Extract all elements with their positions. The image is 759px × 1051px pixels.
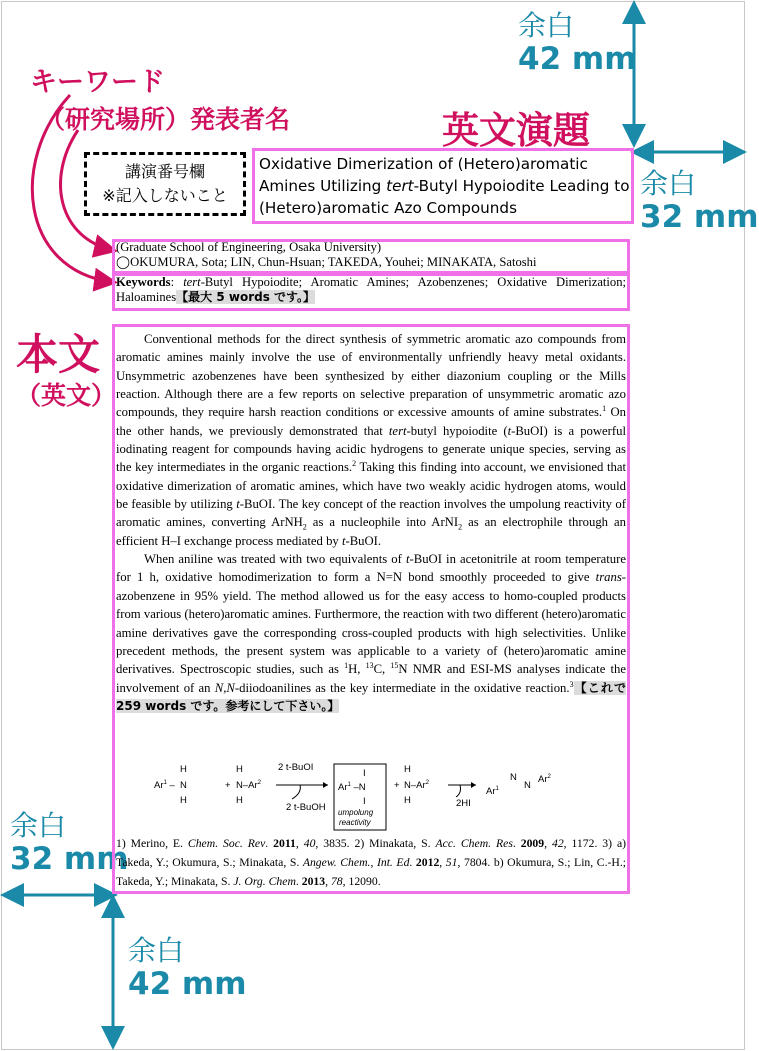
margin-bottom-label: 余白 42 mm — [128, 934, 247, 1003]
svg-text:I: I — [363, 796, 366, 807]
affiliation: (Graduate School of Engineering, Osaka University) — [116, 240, 382, 254]
references: 1) Merino, E. Chem. Soc. Rev. 2011, 40, 3835. 2) Minakata, S. Acc. Chem. Res. 2009, 42, 1172. 3) a) Takeda, Y.; Okumura, S.; Minakata, S. Angew. Chem., Int. Ed. 2012, 51, 7804. b) Okumura, S.; Lin, C.-H.; Takeda, Y.; Minakata, S. J. Org. Chem. 2013, 78, 12090. — [116, 837, 627, 888]
margin-top-label: 余白 42 mm — [518, 9, 637, 78]
lecture-box-line2: ※記入しないこと — [102, 186, 228, 205]
svg-text:H: H — [180, 795, 187, 806]
svg-text:+: + — [394, 780, 400, 791]
margin-right-label: 余白 32 mm — [640, 167, 759, 236]
affiliation-presenter-label: （研究場所）発表者名 — [40, 105, 291, 134]
svg-text:Ar2: Ar$^2$ — [538, 774, 551, 785]
svg-text:N: N — [510, 772, 517, 783]
body-text — [116, 330, 626, 715]
svg-text:+: + — [225, 780, 231, 791]
svg-text:N–Ar2: N–Ar$^2$ — [236, 780, 262, 791]
svg-text:H: H — [236, 764, 243, 775]
keyword-label: キーワード — [30, 67, 165, 98]
author-block — [116, 240, 536, 270]
lecture-number-box — [84, 152, 246, 216]
svg-text:N–Ar2: N–Ar$^2$ — [404, 780, 430, 791]
authors: ◯OKUMURA, Sota; LIN, Chun-Hsuan; TAKEDA, Youhei; MINAKATA, Satoshi — [116, 255, 537, 269]
svg-text:umpolung: umpolung — [338, 808, 374, 817]
svg-text:H: H — [236, 795, 243, 806]
svg-text:Ar1 –N: Ar$^1$ –N — [338, 782, 366, 793]
lecture-box-line1: 講演番号欄 — [124, 162, 205, 181]
english-title: Oxidative Dimerization of (Hetero)aromatic Amines Utilizing tert-Butyl Hypoiodite Leading to (Hetero)aromatic Azo Compounds — [259, 155, 630, 217]
svg-text:2 t-BuOH: 2 t-BuOH — [286, 802, 326, 813]
svg-text:N: N — [524, 780, 531, 791]
word-count-note: 【これで 259 words です。参考にして下さい。】 — [116, 680, 626, 713]
reaction-scheme — [150, 760, 590, 840]
svg-text:H: H — [404, 795, 411, 806]
svg-text:2 t-BuOI: 2 t-BuOI — [278, 762, 314, 773]
svg-text:2HI: 2HI — [456, 798, 471, 809]
body-paragraph-1: Conventional methods for the direct synthesis of symmetric aromatic azo compounds from aromatic amines mainly involve the use of environmentally unfriendly heavy metal oxidants. Unsymmetric azobenzenes have been synthesized by either diazonium coupling or the Mills reaction. Although there are a few reports on selective preparation of unsymmetric aromatic azo compounds, they require harsh reaction conditions or excessive amounts of amine substrates.$^1$ On the other hands, we previously demonstrated that tert-butyl hypoiodite (t-BuOI) is a powerful iodinating reagent for compounds having acidic hydrogens to generate unique species, serving as the key intermediates in the organic reactions.$^2$ Taking this finding into account, we envisioned that oxidative dimerization of aromatic amines, which have two weakly acidic hydrogen atoms, would be feasible by utilizing t-BuOI. The key concept of the reaction involves the umpolung reactivity of aromatic amines, converting ArNH$_2$ as a nucleophile into ArNI$_2$ as an electrophile through an efficient H–I exchange process mediated by t-BuOI. — [116, 332, 627, 548]
svg-text:I: I — [363, 768, 366, 779]
keywords: Keywords: tert-Butyl Hypoiodite; Aromatic Amines; Azobenzenes; Oxidative Dimerization; Haloamines【最大 5 words です。】 — [116, 275, 627, 304]
english-title-label: 英文演題 — [442, 109, 590, 152]
keywords-note: 【最大 5 words です。】 — [176, 290, 316, 304]
svg-text:Ar1: Ar$^1$ — [486, 786, 499, 797]
svg-text:H: H — [180, 764, 187, 775]
margin-left-label: 余白 32 mm — [10, 809, 129, 878]
svg-text:reactivity: reactivity — [339, 818, 371, 827]
svg-text:Ar1 –: Ar$^1$ – — [154, 780, 175, 791]
svg-text:N: N — [180, 780, 187, 791]
svg-text:H: H — [404, 764, 411, 775]
body-sub-label: （英文） — [16, 381, 117, 410]
body-label: 本文 — [16, 330, 101, 379]
body-paragraph-2: When aniline was treated with two equivalents of t-BuOI in acetonitrile at room temperature for 1 h, oxidative homodimerization to form a N=N bond smoothly proceeded to give trans-azobenzene in 95% yield. The method allowed us for the easy access to homo-coupled products from various (hetero)aromatic amines. Furthermore, the reaction with two different (hetero)aromatic amine derivatives gave the corresponding cross-coupled products with high selectivities. Unlike precedent methods, the present system was applicable to a variety of (hetero)aromatic amine derivatives. Spectroscopic studies, such as $^1$H, $^{13}$C, $^{15}$N NMR and ESI-MS analyses indicate the involvement of an N,N-diiodoanilines as the key intermediate in the oxidative reaction.$^3$【これで 259 words です。参考にして下さい。】 — [116, 552, 626, 713]
